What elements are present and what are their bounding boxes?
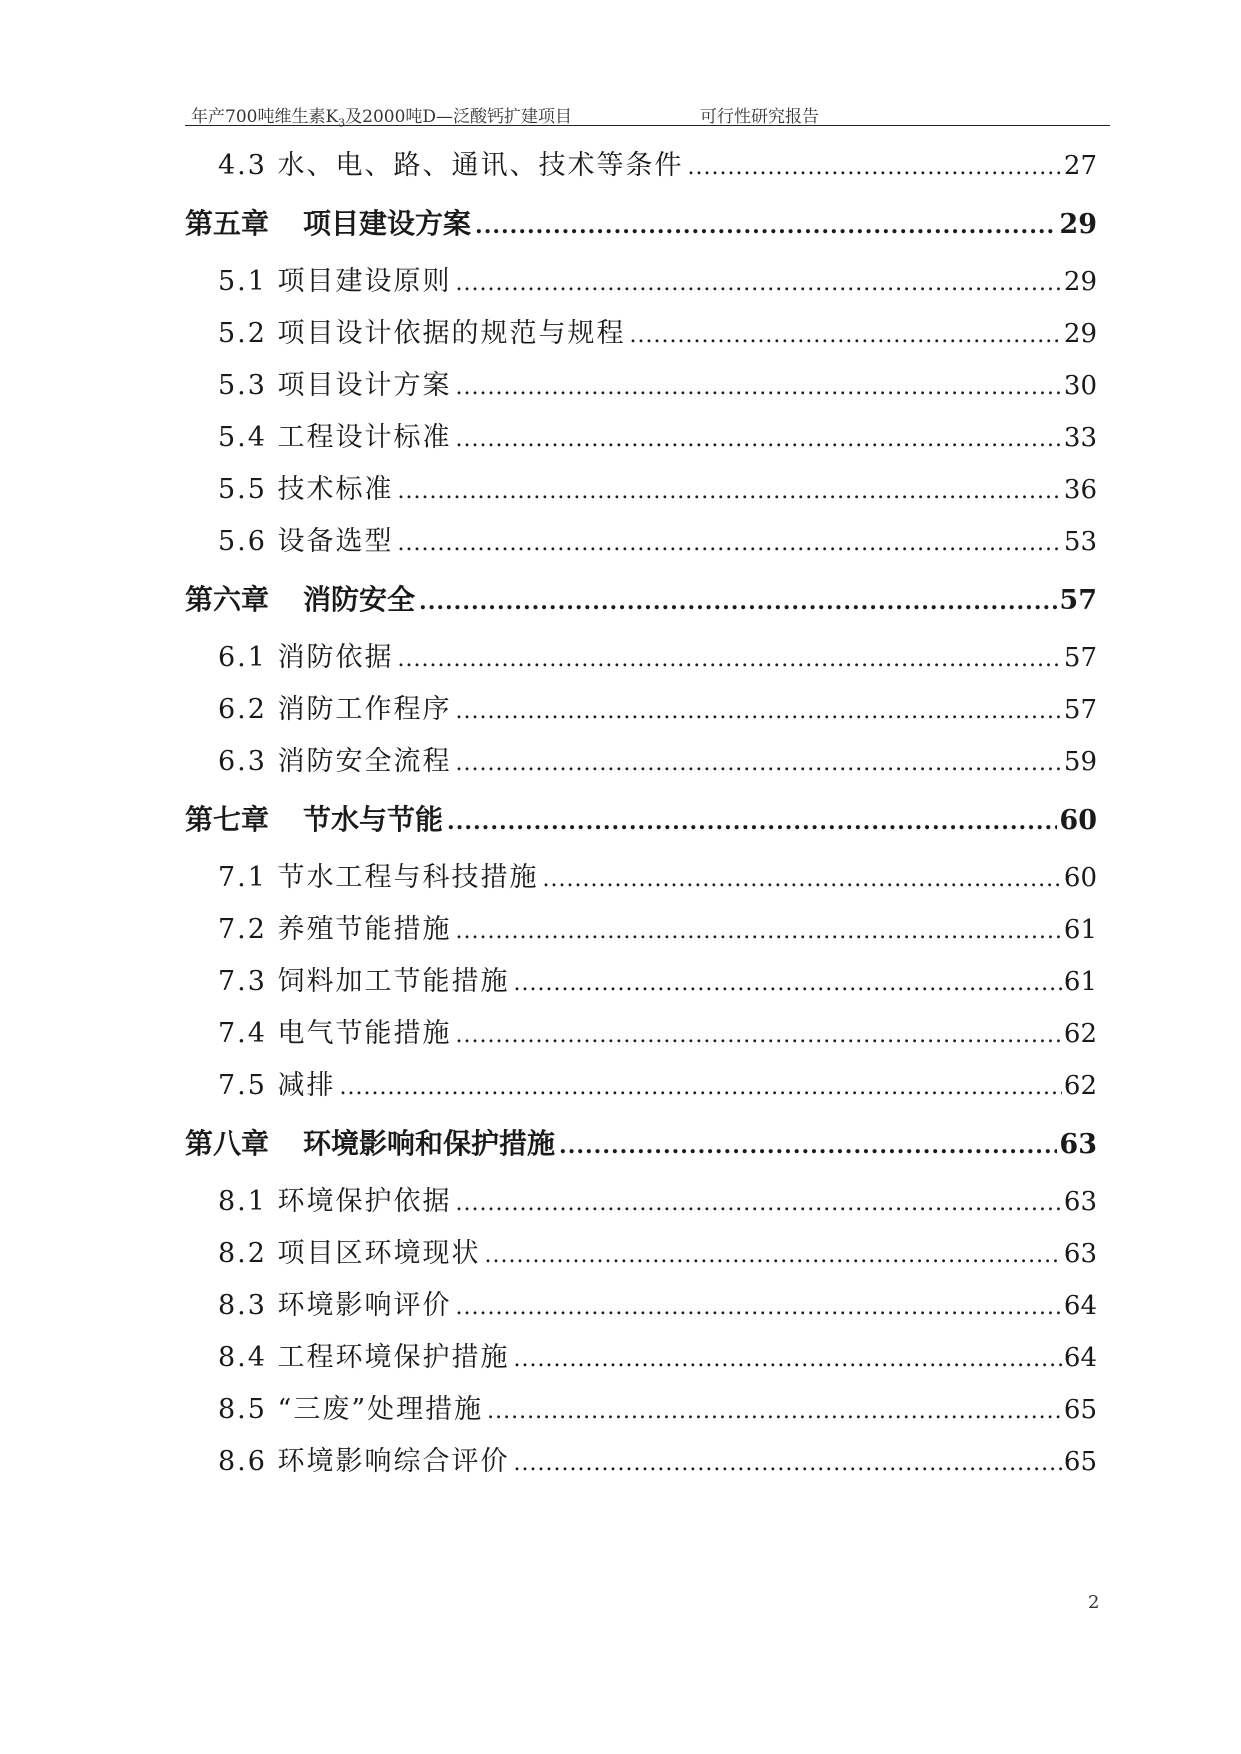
toc-entry-label [218,632,394,684]
toc-page-number: 62 [1063,1071,1097,1101]
toc-section-entry[interactable] [185,140,1097,192]
toc-entry-title: 节水工程与科技措施 [277,862,539,893]
toc-page-number: 61 [1063,915,1097,945]
toc-entry-label [218,412,452,464]
toc-page-number: 65 [1063,1395,1097,1425]
toc-entry-title: 工程设计标准 [277,422,452,453]
toc-section-entry[interactable] [185,1436,1097,1488]
toc-entry-title: 消防安全 [303,583,416,616]
toc-entry-number: 8.1 [218,1186,267,1217]
toc-entry-number: 5.1 [218,266,267,297]
toc-entry-title: 水、电、路、通讯、技术等条件 [277,150,684,181]
toc-entry-number: 5.5 [218,474,267,505]
toc-entry-number: 5.4 [218,422,267,453]
toc-entry-label [185,568,415,632]
toc-chapter-entry[interactable] [185,568,1097,632]
toc-entry-label [218,684,452,736]
toc-chapter-entry[interactable] [185,1112,1097,1176]
toc-page-number: 65 [1063,1447,1097,1477]
toc-dot-leader [456,256,1062,308]
toc-entry-label [218,1060,336,1112]
toc-entry-label [218,1332,510,1384]
toc-entry-label [218,852,539,904]
toc-entry-title: 环境保护依据 [277,1186,452,1217]
toc-section-entry[interactable] [185,256,1097,308]
toc-section-entry[interactable] [185,412,1097,464]
toc-entry-label [218,256,452,308]
toc-entry-title: 消防安全流程 [277,746,452,777]
toc-dot-leader [456,1008,1062,1060]
toc-section-entry[interactable] [185,1280,1097,1332]
toc-chapter-entry[interactable] [185,192,1097,256]
toc-page-number: 64 [1063,1291,1097,1321]
toc-section-entry[interactable] [185,464,1097,516]
toc-page-number: 57 [1063,643,1097,673]
toc-page-number: 29 [1059,209,1097,240]
document-title: 年产700吨维生素$K_3$及2000吨D—泛酸钙扩建项目 [191,107,573,130]
toc-entry-label [218,1228,481,1280]
toc-section-entry[interactable] [185,904,1097,956]
toc-entry-title: 项目设计依据的规范与规程 [277,318,626,349]
toc-entry-number: 6.1 [218,642,267,673]
toc-dot-leader [559,1112,1057,1176]
toc-entry-title: 设备选型 [277,526,394,557]
toc-entry-label [218,140,684,192]
toc-entry-title: 环境影响评价 [277,1290,452,1321]
toc-section-entry[interactable] [185,1008,1097,1060]
toc-entry-number: 第八章 [185,1127,270,1160]
toc-entry-label [218,1176,452,1228]
toc-dot-leader [514,1332,1062,1384]
toc-section-entry[interactable] [185,956,1097,1008]
toc-entry-number: 8.2 [218,1238,267,1269]
toc-section-entry[interactable] [185,852,1097,904]
toc-dot-leader [475,192,1057,256]
toc-page-number: 29 [1063,267,1097,297]
toc-dot-leader [688,140,1062,192]
toc-entry-label [218,736,452,788]
toc-entry-title: 电气节能措施 [277,1018,452,1049]
toc-page-number: 60 [1059,805,1097,836]
toc-entry-title: 减排 [277,1070,336,1101]
toc-page-number: 60 [1063,863,1097,893]
toc-dot-leader [456,412,1062,464]
toc-page-number: 63 [1059,1129,1097,1160]
toc-page-number: 27 [1063,151,1097,181]
toc-entry-number: 第五章 [185,207,270,240]
header-rule [185,125,1110,126]
toc-entry-label [218,516,394,568]
toc-entry-number: 8.5 [218,1394,267,1425]
toc-dot-leader [456,684,1062,736]
toc-dot-leader [398,516,1062,568]
toc-dot-leader [630,308,1062,360]
toc-dot-leader [485,1228,1062,1280]
toc-entry-title: 技术标准 [277,474,394,505]
toc-page-number: 57 [1063,695,1097,725]
toc-entry-number: 8.6 [218,1446,267,1477]
toc-dot-leader [487,1384,1062,1436]
toc-dot-leader [419,568,1057,632]
toc-section-entry[interactable] [185,632,1097,684]
toc-entry-label [218,1008,452,1060]
running-header [185,98,1110,130]
toc-entry-label [218,1280,452,1332]
toc-entry-title: 养殖节能措施 [277,914,452,945]
toc-page-number: 29 [1063,319,1097,349]
toc-entry-title: “三废”处理措施 [277,1394,484,1425]
toc-page-number: 62 [1063,1019,1097,1049]
toc-entry-label [218,1384,483,1436]
toc-entry-title: 消防工作程序 [277,694,452,725]
toc-entry-number: 7.5 [218,1070,267,1101]
toc-entry-number: 6.3 [218,746,267,777]
toc-entry-number: 5.6 [218,526,267,557]
toc-dot-leader [456,904,1062,956]
toc-entry-title: 消防依据 [277,642,394,673]
toc-entry-title: 项目建设方案 [303,207,472,240]
toc-entry-number: 4.3 [218,150,267,181]
toc-page-number: 63 [1063,1239,1097,1269]
toc-page-number: 59 [1063,747,1097,777]
toc-section-entry[interactable] [185,684,1097,736]
toc-page-number: 61 [1063,967,1097,997]
toc-section-entry[interactable] [185,1176,1097,1228]
document-subtitle: 可行性研究报告 [700,107,819,127]
toc-page-number: 33 [1063,423,1097,453]
toc-entry-number: 7.4 [218,1018,267,1049]
toc-entry-number: 5.2 [218,318,267,349]
toc-entry-title: 饲料加工节能措施 [277,966,510,997]
toc-entry-title: 项目区环境现状 [277,1238,481,1269]
toc-entry-label [185,1112,555,1176]
toc-page-number: 30 [1063,371,1097,401]
toc-entry-label [218,904,452,956]
toc-dot-leader [514,1436,1062,1488]
toc-entry-label [185,192,471,256]
toc-entry-label [218,1436,510,1488]
toc-dot-leader [398,464,1062,516]
toc-dot-leader [543,852,1062,904]
toc-dot-leader [456,736,1062,788]
toc-entry-title: 项目设计方案 [277,370,452,401]
toc-entry-title: 项目建设原则 [277,266,452,297]
toc-entry-number: 第六章 [185,583,270,616]
toc-dot-leader [456,1280,1062,1332]
toc-entry-number: 5.3 [218,370,267,401]
toc-entry-label [218,464,394,516]
toc-dot-leader [456,1176,1062,1228]
toc-page-number: 53 [1063,527,1097,557]
toc-section-entry[interactable] [185,1384,1097,1436]
toc-section-entry[interactable] [185,1060,1097,1112]
toc-entry-label [185,788,443,852]
toc-entry-title: 环境影响综合评价 [277,1446,510,1477]
toc-entry-label [218,308,626,360]
toc-dot-leader [398,632,1062,684]
toc-entry-number: 第七章 [185,803,270,836]
toc-page-number: 63 [1063,1187,1097,1217]
toc-entry-title: 环境影响和保护措施 [303,1127,556,1160]
toc-section-entry[interactable] [185,360,1097,412]
toc-entry-label [218,360,452,412]
toc-dot-leader [514,956,1062,1008]
toc-entry-number: 7.3 [218,966,267,997]
toc-page-number: 36 [1063,475,1097,505]
toc-entry-title: 节水与节能 [303,803,444,836]
toc-entry-title: 工程环境保护措施 [277,1342,510,1373]
toc-dot-leader [447,788,1057,852]
toc-entry-number: 7.1 [218,862,267,893]
toc-entry-number: 8.3 [218,1290,267,1321]
toc-page-number: 64 [1063,1343,1097,1373]
page-number: 2 [1088,1592,1100,1613]
toc-entry-number: 8.4 [218,1342,267,1373]
toc-page-number: 57 [1059,585,1097,616]
toc-entry-number: 7.2 [218,914,267,945]
toc-entry-number: 6.2 [218,694,267,725]
toc-section-entry[interactable] [185,1332,1097,1384]
table-of-contents [185,140,1097,1488]
toc-entry-label [218,956,510,1008]
toc-section-entry[interactable] [185,1228,1097,1280]
toc-chapter-entry[interactable] [185,788,1097,852]
toc-section-entry[interactable] [185,736,1097,788]
toc-dot-leader [340,1060,1062,1112]
toc-dot-leader [456,360,1062,412]
toc-section-entry[interactable] [185,516,1097,568]
toc-section-entry[interactable] [185,308,1097,360]
